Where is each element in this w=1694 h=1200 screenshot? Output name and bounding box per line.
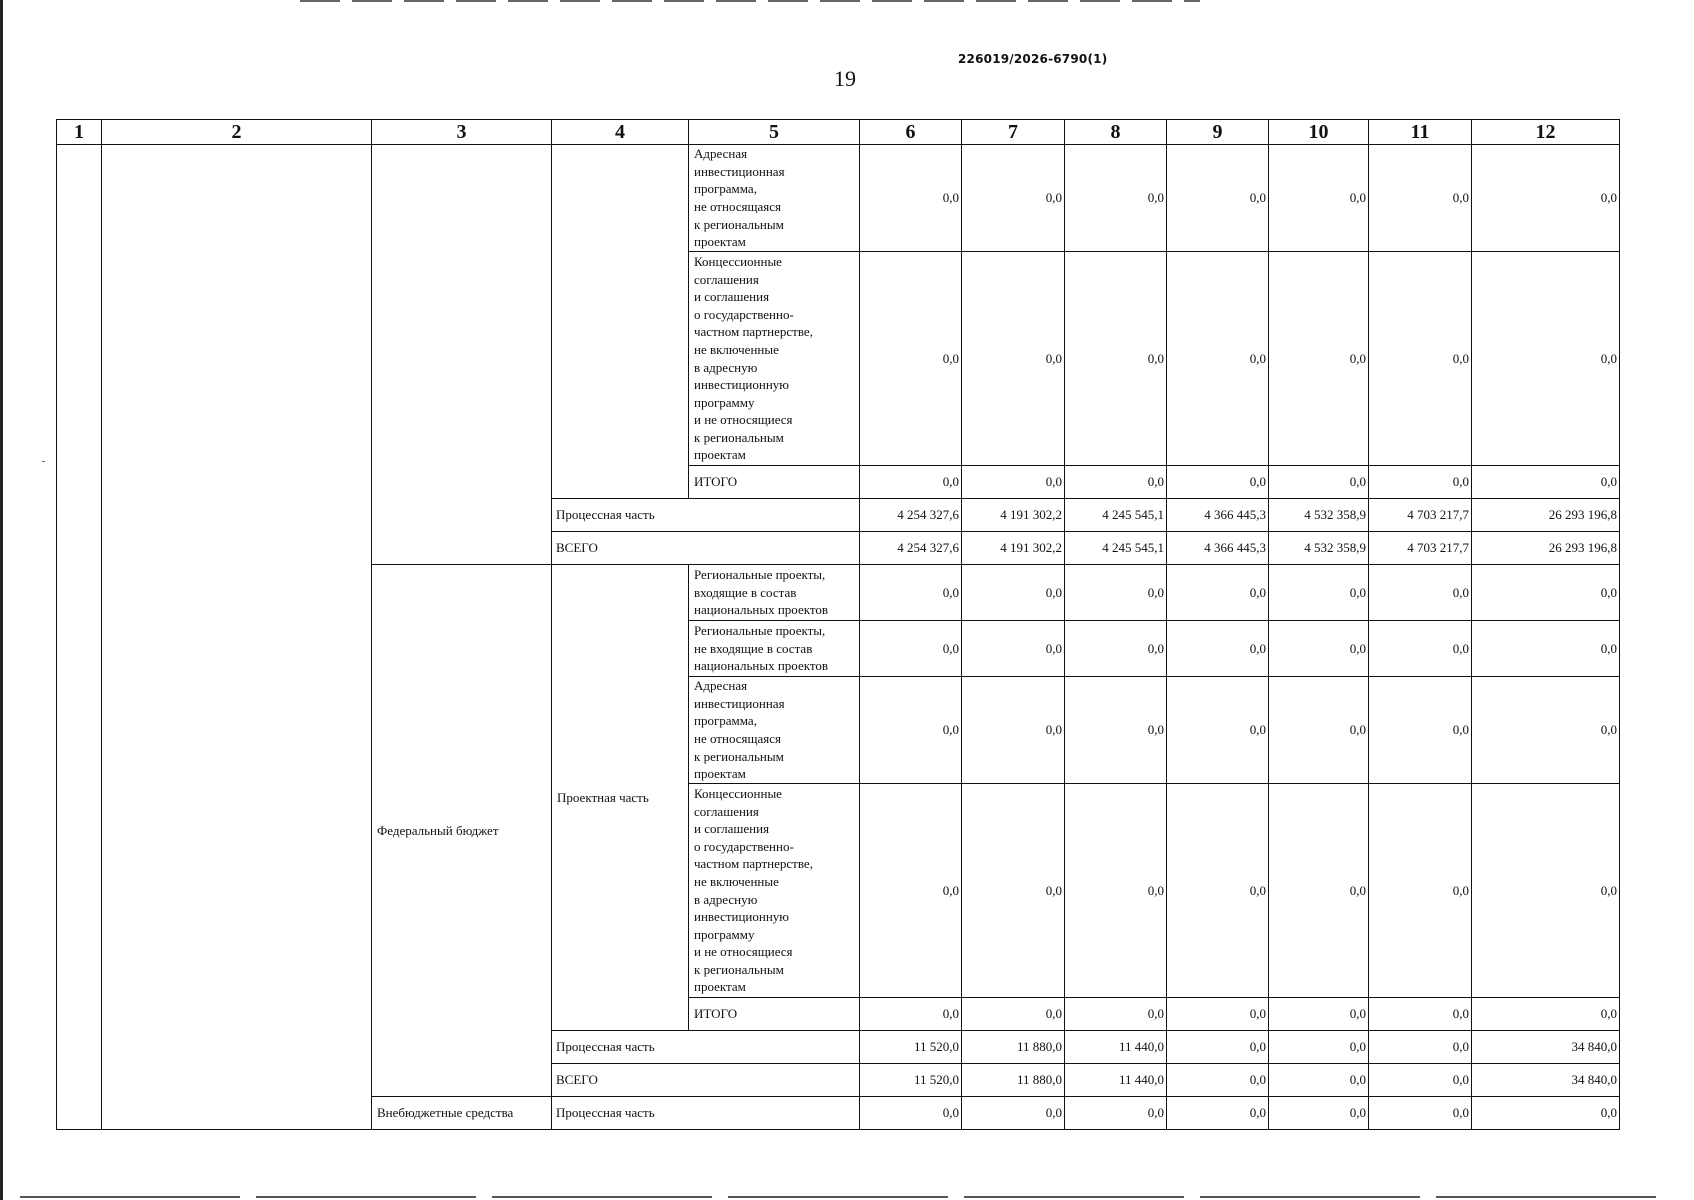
row-label-process-part: Процессная часть [552, 499, 860, 532]
value-cell: 0,0 [1369, 1097, 1472, 1130]
value-cell: 0,0 [1472, 677, 1620, 784]
table-row [57, 145, 1620, 252]
value-cell: 0,0 [1167, 1031, 1269, 1064]
value-cell: 0,0 [860, 621, 962, 677]
value-cell: 4 254 327,6 [860, 499, 962, 532]
value-cell: 0,0 [1167, 145, 1269, 252]
value-cell: 0,0 [962, 998, 1065, 1031]
row-label-itogo: ИТОГО [689, 466, 860, 499]
value-cell: 0,0 [1065, 252, 1167, 466]
value-cell: 0,0 [962, 145, 1065, 252]
value-cell: 0,0 [1167, 466, 1269, 499]
value-cell: 0,0 [1472, 145, 1620, 252]
value-cell: 0,0 [962, 565, 1065, 621]
value-cell: 0,0 [1065, 621, 1167, 677]
funding-source-federal-budget: Федеральный бюджет [372, 565, 552, 1097]
document-registration-number: 226019/2026-6790(1) [958, 52, 1108, 66]
value-cell: 0,0 [1065, 145, 1167, 252]
value-cell: 0,0 [962, 1097, 1065, 1130]
column-number: 6 [860, 120, 962, 145]
value-cell: 34 840,0 [1472, 1031, 1620, 1064]
column-number: 11 [1369, 120, 1472, 145]
row-label-itogo: ИТОГО [689, 998, 860, 1031]
value-cell: 0,0 [1472, 1097, 1620, 1130]
value-cell: 0,0 [1369, 466, 1472, 499]
column-number: 4 [552, 120, 689, 145]
value-cell: 0,0 [1167, 1097, 1269, 1130]
value-cell: 0,0 [1472, 252, 1620, 466]
value-cell: 11 440,0 [1065, 1031, 1167, 1064]
value-cell: 0,0 [1269, 1097, 1369, 1130]
column-number: 12 [1472, 120, 1620, 145]
value-cell: 0,0 [1472, 621, 1620, 677]
row-label-vsego: ВСЕГО [552, 532, 860, 565]
value-cell: 4 191 302,2 [962, 499, 1065, 532]
column-number: 9 [1167, 120, 1269, 145]
value-cell: 0,0 [1065, 1097, 1167, 1130]
value-cell: 0,0 [1269, 466, 1369, 499]
value-cell: 0,0 [1369, 784, 1472, 998]
value-cell: 0,0 [962, 466, 1065, 499]
row-label-aip: Адресная инвестиционная программа, не относящаяся к региональным проектам [689, 145, 860, 252]
value-cell: 0,0 [1369, 145, 1472, 252]
value-cell: 34 840,0 [1472, 1064, 1620, 1097]
value-cell: 0,0 [1369, 1031, 1472, 1064]
value-cell: 4 245 545,1 [1065, 499, 1167, 532]
value-cell: 0,0 [860, 1097, 962, 1130]
row-label-process-part: Процессная часть [552, 1097, 860, 1130]
value-cell: 0,0 [1269, 621, 1369, 677]
value-cell: 4 191 302,2 [962, 532, 1065, 565]
row-label-concessions: Концессионные соглашения и соглашения о государственно- частном партнерстве, не включенные в адресную инвестиционную программу и не относящиеся к региональным проектам [689, 252, 860, 466]
value-cell: 0,0 [860, 565, 962, 621]
value-cell: 4 366 445,3 [1167, 499, 1269, 532]
cell-col1-empty [57, 145, 102, 1130]
value-cell: 0,0 [1269, 1031, 1369, 1064]
value-cell: 0,0 [860, 252, 962, 466]
column-number: 2 [102, 120, 372, 145]
value-cell: 0,0 [1369, 621, 1472, 677]
cell-col4-continuation [552, 145, 689, 499]
column-number: 3 [372, 120, 552, 145]
value-cell: 0,0 [1167, 677, 1269, 784]
column-number-row [57, 120, 1620, 145]
value-cell: 0,0 [860, 677, 962, 784]
column-number: 1 [57, 120, 102, 145]
value-cell: 4 703 217,7 [1369, 532, 1472, 565]
cell-col3-continuation [372, 145, 552, 565]
value-cell: 0,0 [1065, 998, 1167, 1031]
scan-line-bottom [20, 1196, 1670, 1198]
value-cell: 0,0 [1167, 621, 1269, 677]
row-label-vsego: ВСЕГО [552, 1064, 860, 1097]
value-cell: 0,0 [1472, 998, 1620, 1031]
value-cell: 0,0 [1167, 252, 1269, 466]
column-number: 8 [1065, 120, 1167, 145]
value-cell: 0,0 [1472, 784, 1620, 998]
value-cell: 0,0 [1269, 145, 1369, 252]
value-cell: 0,0 [860, 466, 962, 499]
value-cell: 4 366 445,3 [1167, 532, 1269, 565]
value-cell: 0,0 [1269, 565, 1369, 621]
value-cell: 11 520,0 [860, 1064, 962, 1097]
cell-col2-empty [102, 145, 372, 1130]
row-group-project-part: Проектная часть [552, 565, 689, 1031]
value-cell: 0,0 [1065, 565, 1167, 621]
row-label-aip: Адресная инвестиционная программа, не относящаяся к региональным проектам [689, 677, 860, 784]
value-cell: 4 703 217,7 [1369, 499, 1472, 532]
value-cell: 0,0 [962, 252, 1065, 466]
value-cell: 26 293 196,8 [1472, 532, 1620, 565]
value-cell: 0,0 [1167, 565, 1269, 621]
value-cell: 0,0 [1269, 677, 1369, 784]
value-cell: 0,0 [1369, 565, 1472, 621]
value-cell: 0,0 [1472, 466, 1620, 499]
value-cell: 0,0 [1065, 677, 1167, 784]
page-number: 19 [834, 66, 856, 91]
row-label-regional-not-in-national: Региональные проекты, не входящие в состав национальных проектов [689, 621, 860, 677]
scan-line-top [300, 0, 1200, 2]
budget-table [56, 119, 1620, 1130]
value-cell: 26 293 196,8 [1472, 499, 1620, 532]
value-cell: 0,0 [962, 677, 1065, 784]
column-number: 7 [962, 120, 1065, 145]
value-cell: 0,0 [1065, 466, 1167, 499]
column-number: 10 [1269, 120, 1369, 145]
value-cell: 4 532 358,9 [1269, 499, 1369, 532]
value-cell: 0,0 [1369, 677, 1472, 784]
value-cell: 4 245 545,1 [1065, 532, 1167, 565]
value-cell: 0,0 [1369, 1064, 1472, 1097]
value-cell: 0,0 [1472, 565, 1620, 621]
value-cell: 0,0 [860, 784, 962, 998]
row-label-process-part: Процессная часть [552, 1031, 860, 1064]
row-label-concessions: Концессионные соглашения и соглашения о государственно- частном партнерстве, не включенные в адресную инвестиционную программу и не относящиеся к региональным проектам [689, 784, 860, 998]
value-cell: 0,0 [1065, 784, 1167, 998]
value-cell: 0,0 [860, 145, 962, 252]
value-cell: 0,0 [1369, 998, 1472, 1031]
value-cell: 0,0 [1167, 998, 1269, 1031]
value-cell: 11 440,0 [1065, 1064, 1167, 1097]
value-cell: 11 880,0 [962, 1031, 1065, 1064]
scan-left-edge [0, 0, 3, 1200]
value-cell: 0,0 [1167, 1064, 1269, 1097]
value-cell: 0,0 [1369, 252, 1472, 466]
column-number: 5 [689, 120, 860, 145]
value-cell: 0,0 [962, 621, 1065, 677]
value-cell: 0,0 [1167, 784, 1269, 998]
value-cell: 0,0 [1269, 252, 1369, 466]
value-cell: 0,0 [1269, 998, 1369, 1031]
scan-mark [42, 461, 45, 462]
funding-source-extrabudgetary: Внебюджетные средства [372, 1097, 552, 1130]
value-cell: 11 520,0 [860, 1031, 962, 1064]
value-cell: 0,0 [962, 784, 1065, 998]
value-cell: 11 880,0 [962, 1064, 1065, 1097]
value-cell: 4 254 327,6 [860, 532, 962, 565]
row-label-regional-in-national: Региональные проекты, входящие в состав национальных проектов [689, 565, 860, 621]
value-cell: 0,0 [1269, 784, 1369, 998]
value-cell: 0,0 [1269, 1064, 1369, 1097]
value-cell: 0,0 [860, 998, 962, 1031]
value-cell: 4 532 358,9 [1269, 532, 1369, 565]
